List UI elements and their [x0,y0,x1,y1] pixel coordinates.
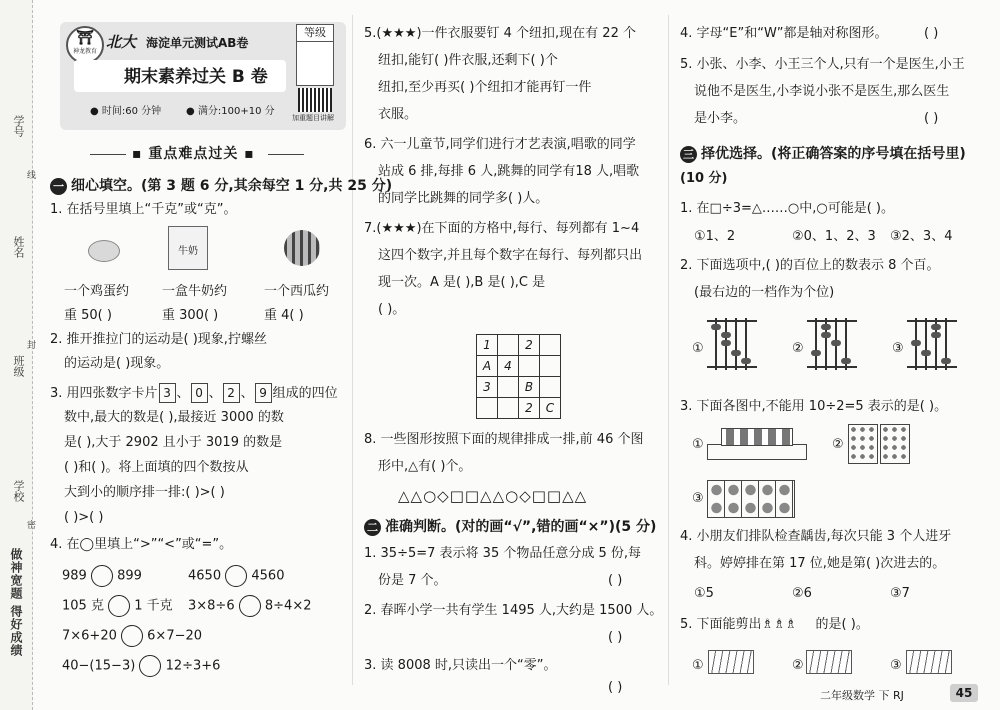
score-label: ● 满分:100+10 分 [186,106,275,117]
compare-circle[interactable] [239,595,261,617]
section-3-title [680,143,966,163]
footer-subject: 二年级数学 下 RJ [820,689,904,702]
abacus-option-1-label[interactable]: ① [692,341,704,356]
grid-cell: A [477,356,498,377]
binding-field-school: 学校 [12,480,25,502]
brand-logo: ⛩ 神龙教育 [66,26,104,64]
q5-line-2: 纽扣,能钉( )件衣服,还剩下( )个 [378,53,558,68]
judge-4-text: 4. 字母“E”和“W”都是轴对称图形。 [680,26,888,41]
q1-caption-milk: 一盒牛奶约 [162,284,228,299]
abacus-icon-2 [807,314,857,370]
banner-rule-left [90,154,126,155]
fold-option-2-label[interactable]: ② [792,658,804,673]
q3-suffix: 组成的四位 [272,386,338,401]
banner-rule-right [268,154,304,155]
q3-prefix: 3. 用四张数字卡片 [50,386,158,401]
banner-text: 重点难点过关 [148,146,239,162]
q3-line-2: 数中,最大的数是( ),最接近 3000 的数 [64,410,284,425]
page-title: 期末素养过关 B 卷 [124,67,268,87]
dots-option-3-label[interactable]: ③ [692,491,704,506]
q5-line-3: 纽扣,至少再买( )个纽扣才能再钉一件 [378,80,592,95]
q3-line-6: ( )>( ) [64,510,104,525]
q4-left-6: 40−(15−3) [62,658,136,674]
abacus-option-2-label[interactable]: ② [792,341,804,356]
compare-circle[interactable] [121,625,143,647]
q1-caption-melon: 一个西瓜约 [264,284,330,299]
fold-option-1-label[interactable]: ① [692,658,704,673]
grid-cell [498,398,519,419]
q2-line-2: 的运动是( )现象。 [64,356,170,371]
q1-text: 1. 在括号里填上“千克”或“克”。 [50,202,237,217]
q1-answer-melon: 重 4( ) [264,308,304,323]
grid-cell [540,335,561,356]
judge-5-line-3: 是小李。 [694,111,747,126]
q3-line-3: 是( ),大于 2902 且小于 3019 的数是 [64,435,283,450]
choice-2-line-1: 2. 下面选项中,( )的百位上的数表示 8 个百。 [680,258,940,273]
binding-mark-seal: 封 [25,340,35,349]
folded-paper-icon-2 [806,650,852,674]
q4-right-6: 12÷3+6 [165,658,221,674]
grid-cell: 4 [498,356,519,377]
grid-cell: C [540,398,561,419]
judge-1-line-2: 份是 7 个。 [378,573,447,588]
grid-cell [498,335,519,356]
grid-cell [477,398,498,419]
q4-right-5: 6×7−20 [147,628,203,644]
choice-4-option-3[interactable]: ③7 [890,586,910,601]
abacus-option-3-label[interactable]: ③ [892,341,904,356]
q4-right-3: 1 千克 [134,598,173,614]
q4-left-5: 7×6+20 [62,628,117,644]
banner-title: ▪ 重点难点过关 ▪ [132,146,255,162]
judge-3-text: 3. 读 8008 时,只读出一个“零”。 [364,658,557,673]
binding-mark-line: 线 [25,170,35,179]
choice-5-text [680,617,869,633]
choice-4-option-2[interactable]: ②6 [792,586,812,601]
milk-box-icon [168,226,208,270]
judge-2-text: 2. 春晖小学一共有学生 1495 人,大约是 1500 人。 [364,603,663,618]
grid-cell: 3 [477,377,498,398]
q1-caption-egg: 一个鸡蛋约 [64,284,130,299]
section-3-number: 三 [680,146,697,163]
compare-circle[interactable] [91,565,113,587]
grid-cell [519,356,540,377]
q4-right-1: 899 [117,568,142,584]
grid-cell [540,356,561,377]
page-number: 45 [950,684,978,702]
abacus-icon-1 [707,314,757,370]
binding-slogan: 做神宽题 得好成绩 [9,548,23,658]
grade-box [296,24,334,86]
time-value: 时间:60 分钟 [101,106,162,117]
qr-caption: 加重题目讲解 [292,114,334,122]
q7-line-1: 7.(★★★)在下面的方格中,每行、每列都有 1~4 [364,221,640,236]
folded-paper-icon-3 [906,650,952,674]
brand-logo-sub: 神龙教育 [72,48,97,55]
compare-circle[interactable] [225,565,247,587]
section-1-title [50,175,392,195]
grid-cell: 2 [519,398,540,419]
grade-box-label: 等级 [297,25,333,42]
q7-line-3: 现一次。A 是( ),B 是( ),C 是 [378,275,546,290]
qr-code-icon [298,88,332,112]
q4-text: 4. 在◯里填上“>”“<”或“=”。 [50,537,233,552]
series-mark: 北大 [106,33,137,51]
dots-option-1-label[interactable]: ① [692,437,704,452]
judge-5-line-1: 5. 小张、小李、小王三个人,只有一个是医生,小王 [680,57,965,72]
choice-3-text: 3. 下面各图中,不能用 10÷2=5 表示的是( )。 [680,399,948,414]
judge-3-blank[interactable]: ( ) [608,680,623,695]
binding-field-class: 班级 [12,355,25,377]
watermelon-icon [284,230,320,266]
judge-4-blank[interactable]: ( ) [924,26,939,41]
compare-circle[interactable] [139,655,161,677]
folded-paper-icon-1 [708,650,754,674]
q6-line-2: 站成 6 排,每排 6 人,跳舞的同学有18 人,唱歌 [378,164,640,179]
q4-row-3 [62,625,202,647]
series-brand: 海淀单元测试AB卷 [146,36,249,50]
q3-line-1: 3. 用四张数字卡片 3 、 0 、 2 、 9 组成的四位 [50,383,338,403]
binding-field-name: 姓名 [12,236,25,258]
judge-5-blank[interactable]: ( ) [924,111,939,126]
dots-figure-1 [707,428,805,460]
section-1-title-text: 细心填空。(第 3 题 6 分,其余每空 1 分,共 25 分) [71,178,393,194]
choice-4-option-1[interactable]: ①5 [694,586,714,601]
digit-card-3: 3 [159,383,176,403]
q1-answer-milk: 重 300( ) [162,308,219,323]
paper-doll-icon: ♗♗♗ [761,617,797,632]
q6-line-3: 的同学比跳舞的同学多( )人。 [378,191,549,206]
judge-1-line-1: 1. 35÷5=7 表示将 35 个物品任意分成 5 份,每 [364,546,642,561]
choice-4-line-1: 4. 小朋友们排队检查龋齿,每次只能 3 个人进牙 [680,529,952,544]
grid-cell: 2 [519,335,540,356]
time-label: ● 时间:60 分钟 [90,106,162,117]
q3-line-4: ( )和( )。将上面填的四个数按从 [64,460,249,475]
abacus-icon-3 [907,314,957,370]
choice-1-option-2[interactable]: ②0、1、2、3 [792,229,876,244]
section-1-number: 一 [50,178,67,195]
q4-left-1: 989 [62,568,87,584]
q4-row-1b [188,565,284,587]
judge-1-blank[interactable]: ( ) [608,573,623,588]
column-divider-2 [668,15,669,685]
column-divider-1 [352,15,353,685]
score-value: 满分:100+10 分 [197,106,275,117]
q4-right-2: 4560 [251,568,285,584]
choice-4-line-2: 科。婷婷排在第 17 位,她是第( )次进去的。 [694,556,946,571]
choice-1-option-1[interactable]: ①1、2 [694,229,736,244]
judge-5-line-2: 说他不是医生,小李说小张不是医生,那么医生 [694,84,950,99]
egg-icon [88,240,120,262]
grid-cell: 1 [477,335,498,356]
grid-cell [498,377,519,398]
q4-row-1 [62,565,142,587]
q1-answer-egg: 重 50( ) [64,308,112,323]
q2-line-1: 2. 推开推拉门的运动是( )现象,拧螺丝 [50,332,267,347]
grid-cell [540,377,561,398]
choice-5-prefix: 5. 下面能剪出 [680,617,762,632]
choice-2-line-2: (最右边的一档作为个位) [694,285,835,300]
dots-option-2-label[interactable]: ② [832,437,844,452]
choice-1-option-3[interactable]: ③2、3、4 [890,229,953,244]
digit-card-0: 0 [191,383,208,403]
q8-line-1: 8. 一些图形按照下面的规律排成一排,前 46 个图 [364,432,644,447]
q4-row-4 [62,655,220,677]
binding-mark-secret: 密 [25,520,35,529]
section-3-title-text: 择优选择。(将正确答案的序号填在括号里) [701,146,966,162]
q4-row-2 [62,595,173,617]
q8-line-2: 形中,△有( )个。 [378,459,472,474]
q4-left-3: 105 克 [62,598,104,614]
digit-card-9: 9 [255,383,272,403]
q5-line-1: 5.(★★★)一件衣服要钉 4 个纽扣,现在有 22 个 [364,26,636,41]
section-2-title [364,516,656,536]
choice-1-text: 1. 在□÷3=△……○中,○可能是( )。 [680,201,894,216]
dots-figure-3 [707,480,795,518]
q4-row-2b [188,595,312,617]
fold-option-3-label[interactable]: ③ [890,658,902,673]
shape-pattern: △△○◇□□△△○◇□□△△ [398,487,588,505]
latin-square-grid [476,334,561,419]
section-2-title-text: 准确判断。(对的画“√”,错的画“×”)(5 分) [385,519,657,535]
q6-line-1: 6. 六一儿童节,同学们进行才艺表演,唱歌的同学 [364,137,636,152]
dots-figure-2a [848,424,878,464]
judge-2-blank[interactable]: ( ) [608,630,623,645]
digit-card-2: 2 [223,383,240,403]
choice-5-suffix: 的是( )。 [815,617,869,632]
dots-figure-2b [880,424,910,464]
compare-circle[interactable] [108,595,130,617]
q4-left-2: 4650 [188,568,222,584]
q5-line-4: 衣服。 [378,107,418,122]
q3-line-5: 大到小的顺序排一排:( )>( ) [64,485,225,500]
q4-right-4: 8÷4×2 [264,598,312,614]
section-3-score: (10 分) [680,171,728,186]
milk-box-label: 牛奶 [178,246,198,257]
section-2-number: 二 [364,519,381,536]
q7-line-4: ( )。 [378,302,406,317]
binding-field-student-id: 学号 [12,115,25,137]
q4-left-4: 3×8÷6 [188,598,235,614]
q7-line-2: 这四个数字,并且每个数字在每行、每列都只出 [378,248,643,263]
grid-cell: B [519,377,540,398]
